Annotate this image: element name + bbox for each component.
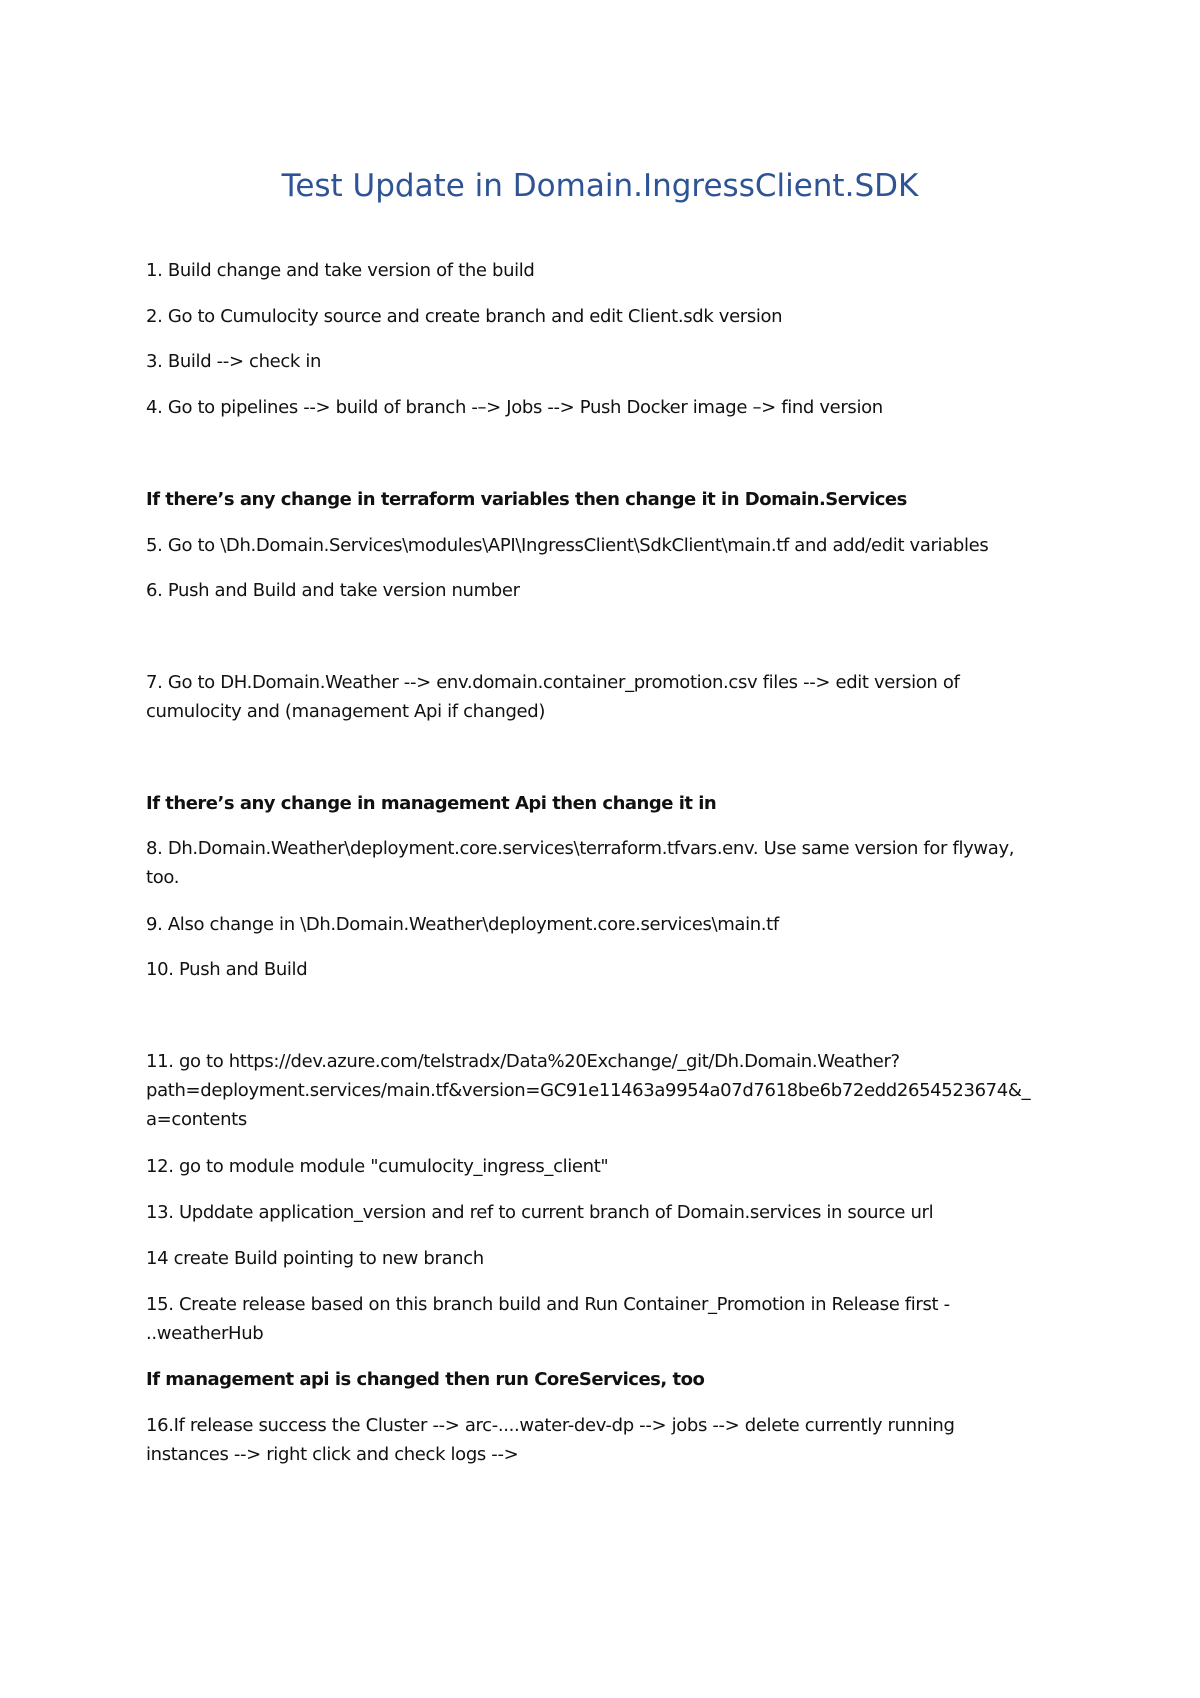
step-8-line-1: 8. Dh.Domain.Weather\deployment.core.services\terraform.tfvars.env. Use same version for flyway, [146,838,1015,859]
step-16-line-2: instances --> right click and check logs --> [146,1444,519,1465]
step-3-line-1: 3. Build --> check in [146,351,322,372]
step-12 [146,1152,1076,1181]
step-2-line-1: 2. Go to Cumulocity source and create branch and edit Client.sdk version [146,306,783,327]
step-16 [146,1411,1076,1469]
step-4 [146,393,1076,422]
step-14 [146,1244,1076,1273]
document-title: Test Update in Domain.IngressClient.SDK [281,168,919,204]
step-15-line-1: 15. Create release based on this branch build and Run Container_Promotion in Release first - [146,1294,950,1315]
step-6-line-1: 6. Push and Build and take version number [146,580,520,601]
step-12-line-1: 12. go to module module "cumulocity_ingress_client" [146,1156,609,1177]
step-9 [146,910,1076,939]
step-7 [146,668,1076,726]
step-8-line-2: too. [146,867,180,888]
step-4-line-1: 4. Go to pipelines --> build of branch -–> Jobs --> Push Docker image –> find version [146,397,883,418]
step-11-line-2: path=deployment.services/main.tf&version=GC91e11463a9954a07d7618be6b72edd2654523674&_ [146,1080,1031,1101]
step-16-line-1: 16.If release success the Cluster --> arc-....water-dev-dp --> jobs --> delete currently running [146,1415,955,1436]
step-5-line-1: 5. Go to \Dh.Domain.Services\modules\API\IngressClient\SdkClient\main.tf and add/edit variables [146,535,989,556]
step-7-line-1: 7. Go to DH.Domain.Weather --> env.domain.container_promotion.csv files --> edit version of [146,672,960,693]
step-13-line-1: 13. Upddate application_version and ref to current branch of Domain.services in source url [146,1202,934,1223]
step-8 [146,834,1076,892]
step-10-line-1: 10. Push and Build [146,959,308,980]
step-11-line-3: a=contents [146,1109,247,1130]
section-heading-terraform-text: If there’s any change in terraform variables then change it in Domain.Services [146,489,907,510]
step-5 [146,531,1076,560]
step-11-line-1: 11. go to https://dev.azure.com/telstradx/Data%20Exchange/_git/Dh.Domain.Weather? [146,1051,900,1072]
step-3 [146,347,1076,376]
step-15 [146,1290,1076,1348]
step-9-line-1: 9. Also change in \Dh.Domain.Weather\deployment.core.services\main.tf [146,914,779,935]
step-15-line-2: ..weatherHub [146,1323,264,1344]
section-heading-core-services [146,1365,1076,1394]
step-6 [146,576,1076,605]
step-1-line-1: 1. Build change and take version of the build [146,260,535,281]
section-heading-management-api-text: If there’s any change in management Api then change it in [146,793,717,814]
step-7-line-2: cumulocity and (management Api if changed) [146,701,546,722]
step-14-line-1: 14 create Build pointing to new branch [146,1248,484,1269]
step-11 [146,1047,1076,1134]
step-10 [146,955,1076,984]
section-heading-management-api [146,789,1076,818]
section-heading-terraform [146,485,1076,514]
step-2 [146,302,1076,331]
step-1 [146,256,1076,285]
section-heading-core-services-text: If management api is changed then run CoreServices, too [146,1369,705,1390]
step-13 [146,1198,1076,1227]
